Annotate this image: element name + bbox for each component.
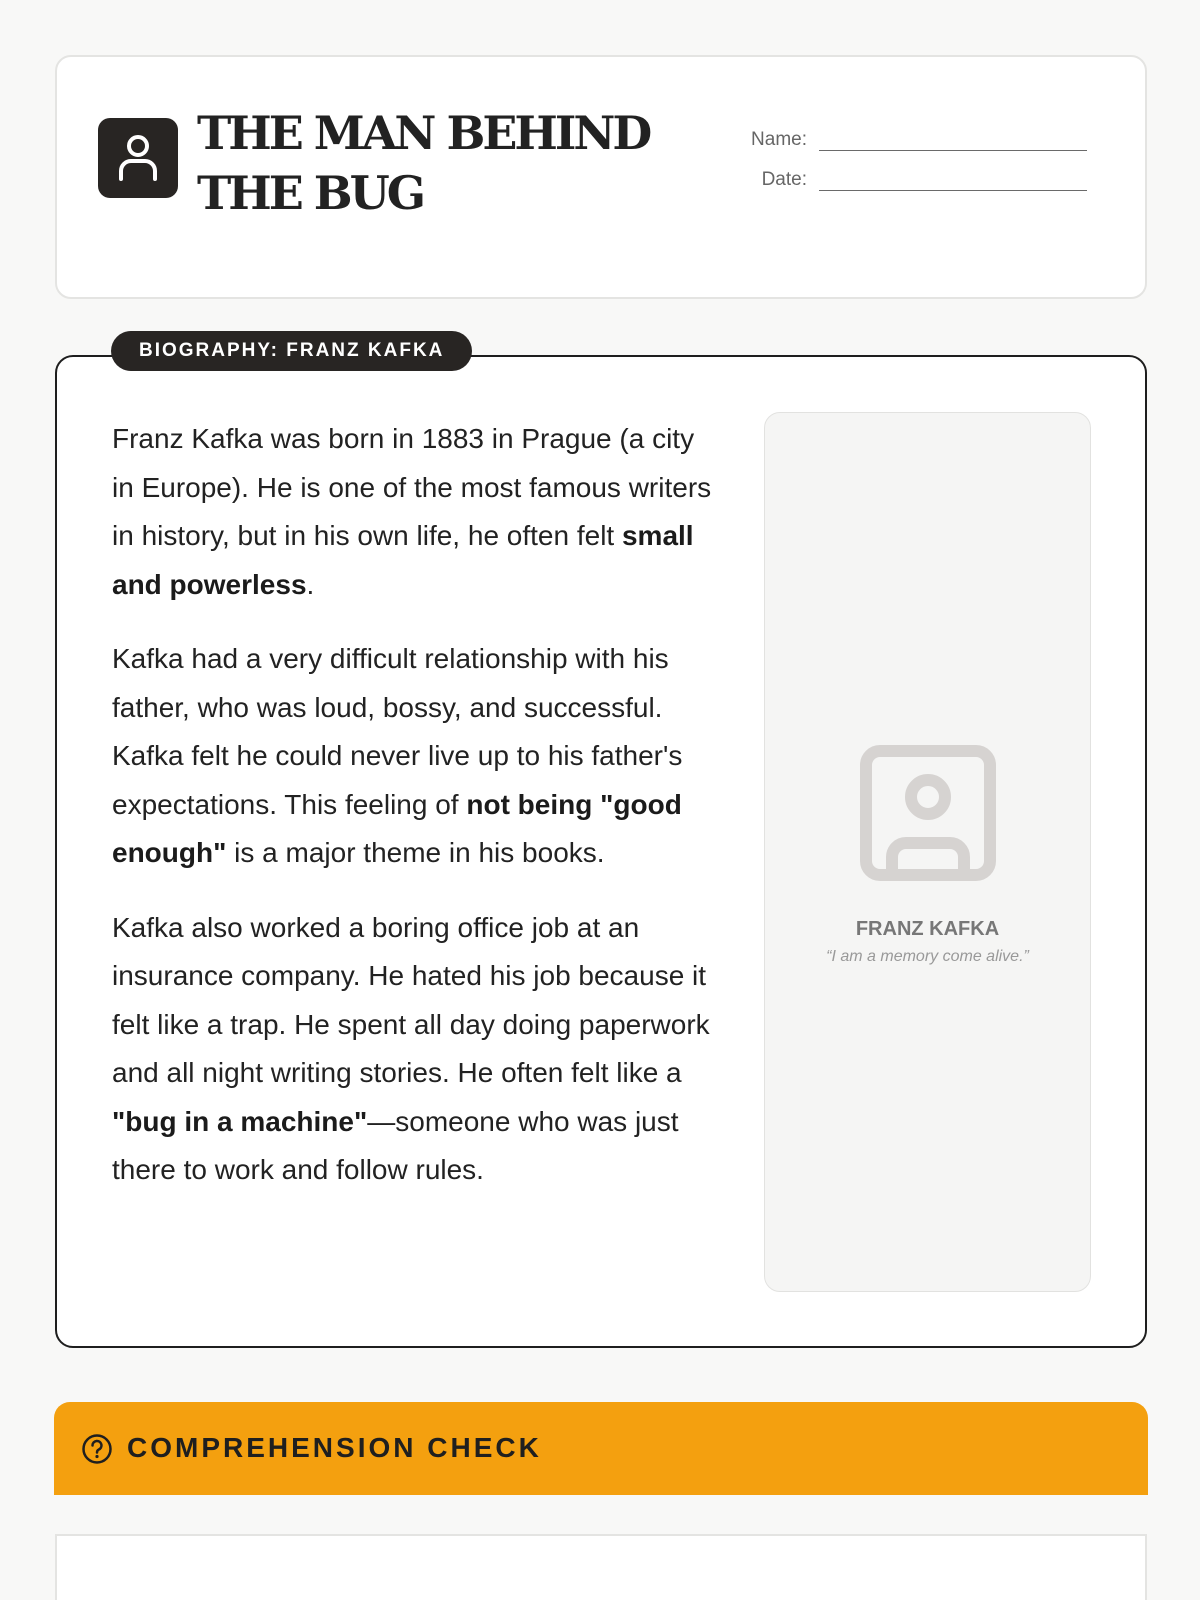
portrait-quote: “I am a memory come alive.” bbox=[826, 948, 1029, 965]
bio-paragraph-1: Franz Kafka was born in 1883 in Prague (a city in Europe). He is one of the most famous writers in history, but in his own life, he often felt small and powerless. bbox=[112, 423, 712, 600]
date-label: Date: bbox=[761, 169, 807, 190]
biography-text bbox=[112, 415, 717, 1221]
name-line[interactable] bbox=[819, 150, 1087, 151]
date-line[interactable] bbox=[819, 190, 1087, 191]
bio-paragraph-3: Kafka also worked a boring office job at an insurance company. He hated his job because it felt like a trap. He spent all day doing paperwork and all night writing stories. He often felt like a "bug in a machine"—someone who was just there to work and follow rules. bbox=[112, 911, 710, 1185]
portrait-placeholder-icon bbox=[860, 745, 996, 881]
comprehension-body bbox=[55, 1534, 1147, 1600]
user-icon bbox=[98, 118, 178, 198]
comprehension-header bbox=[54, 1402, 1148, 1495]
biography-box bbox=[55, 355, 1147, 1348]
question-circle-icon bbox=[81, 1433, 113, 1465]
comprehension-title: COMPREHENSION CHECK bbox=[127, 1432, 542, 1463]
biography-tag: BIOGRAPHY: FRANZ KAFKA bbox=[111, 331, 472, 371]
page-title: THE MAN BEHIND THE BUG bbox=[197, 106, 650, 220]
portrait-card bbox=[764, 412, 1091, 1292]
portrait-name: FRANZ KAFKA bbox=[855, 918, 1000, 940]
bio-paragraph-2: Kafka had a very difficult relationship with his father, who was loud, bossy, and successful. Kafka felt he could never live up to his father's expectations. This feeling of not being "good enough" is a major theme in his books. bbox=[112, 643, 683, 868]
date-field[interactable] bbox=[747, 163, 1087, 193]
worksheet-header bbox=[55, 55, 1147, 299]
name-label: Name: bbox=[751, 129, 807, 150]
name-field[interactable] bbox=[747, 123, 1087, 153]
